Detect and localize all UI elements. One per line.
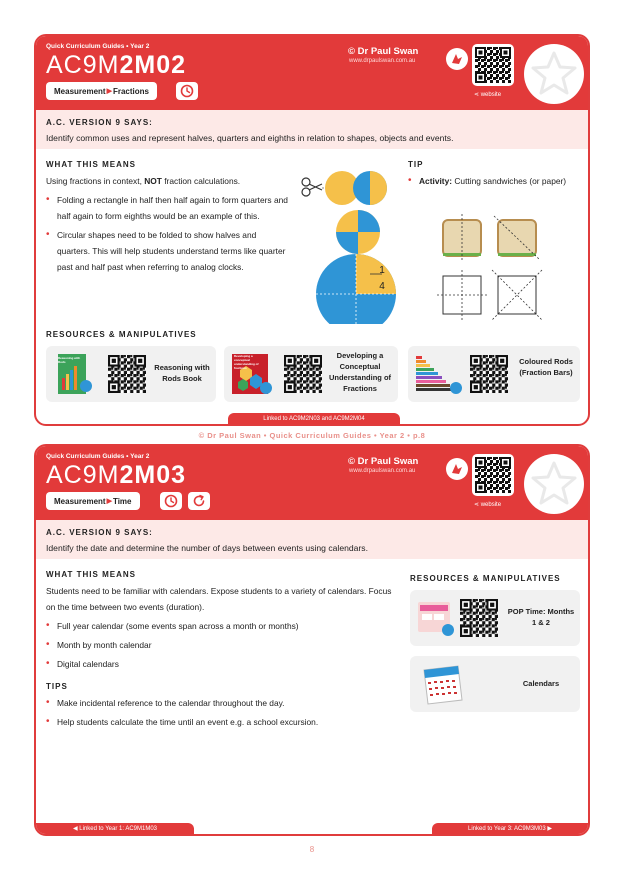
qr-code-icon[interactable] — [108, 355, 146, 393]
coloured-rods-icon — [414, 352, 464, 396]
strand-label: Measurement — [54, 86, 106, 96]
list-item: • Make incidental reference to the calendar throughout the day. — [46, 695, 396, 711]
resource-label: Developing a Conceptual Understanding of Fractions — [328, 351, 392, 393]
ac-text: Identify common uses and represent halves, quarters and eighths in relation to shapes, objects and events. — [46, 133, 454, 143]
desk-calendar-icon — [418, 662, 466, 706]
resource-label: Coloured Rods (Fraction Bars) — [519, 357, 573, 377]
list-item: • Full year calendar (some events span across a month or months) — [46, 618, 396, 634]
sandwich-icon — [443, 214, 481, 262]
what-this-means-section — [46, 570, 396, 733]
ac-version-panel — [36, 520, 588, 559]
list-item: • Help students calculate the time until an event e.g. a school excursion. — [46, 714, 396, 730]
card-header — [36, 36, 588, 110]
tips-heading: TIPS — [46, 682, 68, 691]
website-qr-code[interactable] — [472, 454, 514, 496]
share-icon: ⋖ — [474, 502, 480, 508]
ac-text: Identify the date and determine the number of days between events using calendars. — [46, 543, 368, 553]
page-number: 8 — [309, 845, 315, 854]
paper-square-icon — [437, 270, 487, 320]
qr-code-icon[interactable] — [284, 355, 322, 393]
paper-square-icon — [492, 270, 542, 320]
scissors-icon — [302, 178, 322, 196]
tangram-logo-icon — [446, 48, 468, 70]
list-item: • Activity: Cutting sandwiches (or paper) — [408, 173, 578, 189]
author-name: © Dr Paul Swan — [348, 46, 419, 57]
wtm-intro: Using fractions in context, NOT fraction calculations. — [46, 176, 241, 186]
book-cover-title: Reasoning with Rods — [58, 356, 81, 364]
strand-pill[interactable] — [46, 492, 140, 510]
ac-heading: A.C. VERSION 9 SAYS: — [46, 118, 153, 127]
resources-heading: RESOURCES & MANIPULATIVES — [410, 574, 561, 583]
linked-previous-year-tab[interactable]: ◀ Linked to Year 1: AC9M1M03 — [36, 823, 194, 834]
repeat-icon — [192, 494, 206, 508]
fraction-label: 1 4 — [379, 265, 385, 292]
sandwich-icon — [494, 216, 540, 260]
pop-time-cards-icon — [416, 598, 456, 638]
resource-label: Reasoning with Rods Book — [154, 363, 210, 383]
resource-card[interactable] — [46, 346, 216, 402]
author-name: © Dr Paul Swan — [348, 456, 419, 467]
qr-code-icon[interactable] — [460, 599, 498, 637]
resource-card[interactable] — [408, 346, 580, 402]
strand-pill[interactable] — [46, 82, 157, 100]
list-item: • Circular shapes need to be folded to show halves and quarters. This will help students understand terms like quarter past and half past when referring to analog clocks. — [46, 227, 291, 275]
curriculum-code: AC9M2M03 — [46, 461, 187, 489]
wtm-list — [46, 618, 396, 672]
resources-heading: RESOURCES & MANIPULATIVES — [46, 330, 197, 339]
qr-code-icon — [475, 47, 511, 83]
tip-section — [408, 160, 578, 192]
website-link[interactable]: ⋖ website — [474, 502, 502, 508]
series-label: Quick Curriculum Guides • Year 2 — [46, 43, 150, 50]
resource-card[interactable] — [410, 590, 580, 646]
star-badge — [524, 44, 584, 104]
website-url[interactable]: www.drpaulswan.com.au — [349, 468, 416, 474]
clock-icon-button[interactable] — [160, 492, 182, 510]
repeat-icon-button[interactable] — [188, 492, 210, 510]
curriculum-code: AC9M2M02 — [46, 51, 187, 79]
tip-list — [408, 173, 578, 189]
curriculum-card-2m03 — [34, 444, 590, 836]
website-link[interactable]: ⋖ website — [474, 92, 502, 98]
website-qr-code[interactable] — [472, 44, 514, 86]
tangram-logo-icon — [446, 458, 468, 480]
wtm-intro: Students need to be familiar with calendars. Expose students to a variety of calendars. Focus on the time between two events (duration). — [46, 586, 392, 612]
tip-heading: TIP — [408, 160, 424, 169]
strand-label: Measurement — [54, 496, 106, 506]
book-cover-title: Developing a conceptual understanding of fractions — [234, 354, 259, 370]
website-url[interactable]: www.drpaulswan.com.au — [349, 58, 416, 64]
resource-card[interactable] — [224, 346, 398, 402]
star-icon — [529, 459, 579, 509]
wtm-heading: WHAT THIS MEANS — [46, 160, 136, 169]
clock-icon — [164, 494, 178, 508]
star-badge — [524, 454, 584, 514]
fraction-circles-illustration — [284, 144, 404, 324]
sandwich-cutting-illustration — [436, 214, 556, 324]
page-footer-credit: © Dr Paul Swan • Quick Curriculum Guides • Year 2 • p.8 — [198, 431, 426, 440]
list-item: • Digital calendars — [46, 656, 396, 672]
wtm-list — [46, 192, 291, 275]
resource-label: POP Time: Months 1 & 2 — [507, 607, 575, 627]
curriculum-card-2m02 — [34, 34, 590, 426]
wtm-heading: WHAT THIS MEANS — [46, 570, 136, 579]
arrow-right-icon: ▶ — [106, 88, 112, 95]
card-header — [36, 446, 588, 520]
substrand-label: Time — [112, 496, 132, 506]
clock-icon — [180, 84, 194, 98]
substrand-label: Fractions — [112, 86, 149, 96]
list-item: • Folding a rectangle in half then half again to form quarters and half again to form eighths would be an example of this. — [46, 192, 291, 224]
qr-code-icon — [475, 457, 511, 493]
arrow-right-icon: ▶ — [106, 498, 112, 505]
qr-code-icon[interactable] — [470, 355, 508, 393]
linked-outcomes-tab[interactable]: Linked to AC9M2N03 and AC9M2M04 — [228, 413, 400, 424]
linked-next-year-tab[interactable]: Linked to Year 3: AC9M3M03 ▶ — [432, 823, 588, 834]
clock-icon-button[interactable] — [176, 82, 198, 100]
what-this-means-section — [46, 160, 291, 278]
series-label: Quick Curriculum Guides • Year 2 — [46, 453, 150, 460]
star-icon — [529, 49, 579, 99]
ac-heading: A.C. VERSION 9 SAYS: — [46, 528, 153, 537]
list-item: • Month by month calendar — [46, 637, 396, 653]
tips-list — [46, 695, 396, 730]
share-icon: ⋖ — [474, 92, 480, 98]
resource-label: Calendars — [522, 679, 560, 688]
resource-card[interactable] — [410, 656, 580, 712]
